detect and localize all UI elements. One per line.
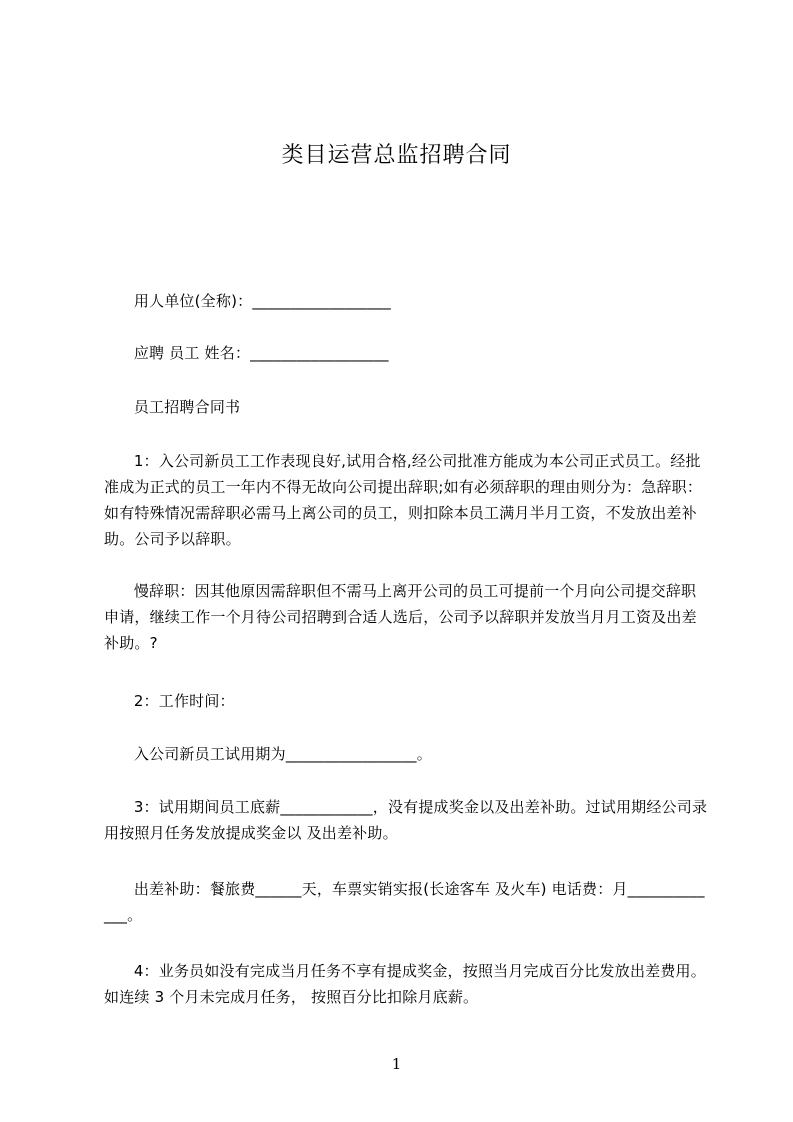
travel-allowance-paragraph: 出差补助：餐旅费______天，车票实销实报(长途客车 及火车) 电话费：月_____________。: [104, 880, 705, 924]
page-number: 1: [391, 1055, 402, 1073]
clause-1-paragraph: 1：入公司新员工工作表现良好,试用合格,经公司批准方能成为本公司正式员工。经批准成为正式的员工一年内不得无故向公司提出辞职;如有必须辞职的理由则分为：急辞职：如有特殊情况需辞职必需马上离公司的员工，则扣除本员工满月半月工资，不发放出差补助。公司予以辞职。: [104, 452, 703, 548]
employer-name-field: 用人单位(全称)：__________________: [104, 292, 391, 310]
slow-resignation-paragraph: 慢辞职：因其他原因需辞职但不需马上离开公司的员工可提前一个月向公司提交辞职申请，继续工作一个月待公司招聘到合适人选后，公司予以辞职并发放当月月工资及出差补助。?: [104, 582, 697, 652]
clause-4-paragraph: 4：业务员如没有完成当月任务不享有提成奖金，按照当月完成百分比发放出差费用。如连续 3 个月未完成月任务， 按照百分比扣除月底薪。: [104, 962, 706, 1006]
contract-heading: 员工招聘合同书: [104, 398, 241, 416]
document-title: 类目运营总监招聘合同: [281, 143, 512, 168]
clause-3-paragraph: 3：试用期间员工底薪____________，没有提成奖金以及出差补助。过试用期经公司录用按照月任务发放提成奖金以 及出差补助。: [104, 798, 708, 842]
employee-name-field: 应聘 员工 姓名：__________________: [104, 344, 389, 362]
probation-period-paragraph: 入公司新员工试用期为_________________。: [104, 745, 432, 763]
clause-2-heading: 2：工作时间：: [104, 692, 235, 710]
